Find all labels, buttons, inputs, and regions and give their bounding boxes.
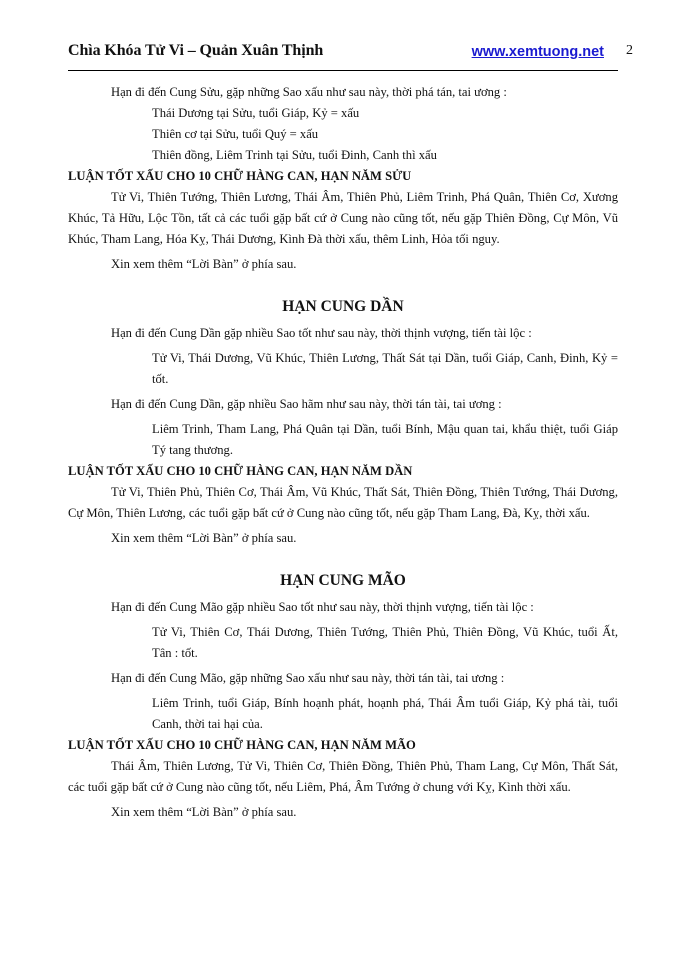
book-title: Chìa Khóa Tử Vi – Quản Xuân Thịnh <box>68 42 324 59</box>
dan-good-item: Tử Vi, Thái Dương, Vũ Khúc, Thiên Lương, Thất Sát tại Dần, tuổi Giáp, Canh, Đinh, Kỷ = tốt. <box>152 351 618 386</box>
suu-bad-item: Thiên cơ tại Sửu, tuổi Quý = xấu <box>152 127 319 141</box>
suu-bad-item: Thiên đồng, Liêm Trinh tại Sửu, tuổi Đinh, Canh thì xấu <box>152 148 437 162</box>
dan-bad-intro: Hạn đi đến Cung Dần, gặp nhiều Sao hãm như sau này, thời tán tài, tai ương : <box>111 397 502 411</box>
mao-good-item: Tử Vi, Thiên Cơ, Thái Dương, Thiên Tướng, Thiên Phủ, Thiên Đồng, Vũ Khúc, tuổi Ất, Tân : tốt. <box>152 625 618 660</box>
dan-luan-heading: LUẬN TỐT XẤU CHO 10 CHỮ HÀNG CAN, HẠN NĂM DẦN <box>68 464 413 478</box>
dan-see-more: Xin xem thêm “Lời Bàn” ở phía sau. <box>111 531 297 545</box>
page-content <box>68 82 618 823</box>
section-title-dan: HẠN CUNG DẦN <box>282 298 404 315</box>
dan-luan-text: Tử Vi, Thiên Phủ, Thiên Cơ, Thái Âm, Vũ Khúc, Thất Sát, Thiên Đồng, Thiên Tướng, Thái Dương, Cự Môn, Thiên Lương, các tuổi gặp bất cứ ở Cung nào cũng tốt, nếu gặp Tham Lang, Đà, Kỵ, thời xấu. <box>68 485 618 520</box>
header-divider <box>68 70 618 71</box>
website-link[interactable]: www.xemtuong.net <box>471 44 604 60</box>
suu-bad-intro: Hạn đi đến Cung Sửu, gặp những Sao xấu như sau này, thời phá tán, tai ương : <box>111 85 507 99</box>
dan-good-intro: Hạn đi đến Cung Dần gặp nhiều Sao tốt như sau này, thời thịnh vượng, tiến tài lộc : <box>111 326 532 340</box>
dan-bad-item: Liêm Trinh, Tham Lang, Phá Quân tại Dần, tuổi Bính, Mậu quan tai, khẩu thiệt, tuổi Giáp Tý tang thương. <box>152 422 618 457</box>
suu-luan-text: Tử Vi, Thiên Tướng, Thiên Lương, Thái Âm, Thiên Phủ, Liêm Trinh, Phá Quân, Thiên Cơ, Xương Khúc, Tả Hữu, Lộc Tồn, tất cả các tuổi gặp bất cứ ở Cung nào cũng tốt, nếu gặp Thiên Đồng, Cự Môn, Vũ Khúc, Tham Lang, Hóa Kỵ, Thái Dương, Kình Đà thời xấu, thêm Linh, Hỏa tối nguy. <box>68 190 618 246</box>
mao-see-more: Xin xem thêm “Lời Bàn” ở phía sau. <box>111 805 297 819</box>
page-header <box>68 42 618 68</box>
mao-bad-intro: Hạn đi đến Cung Mão, gặp những Sao xấu như sau này, thời tán tài, tai ương : <box>111 671 505 685</box>
page-number: 2 <box>626 43 633 58</box>
mao-bad-item: Liêm Trinh, tuổi Giáp, Bính hoạnh phát, hoạnh phá, Thái Âm tuổi Giáp, Kỷ phá tài, tuổi Canh, thời tai hại của. <box>152 696 618 731</box>
mao-good-intro: Hạn đi đến Cung Mão gặp nhiều Sao tốt như sau này, thời thịnh vượng, tiến tài lộc : <box>111 600 534 614</box>
suu-luan-heading: LUẬN TỐT XẤU CHO 10 CHỮ HÀNG CAN, HẠN NĂM SỬU <box>68 169 412 183</box>
suu-see-more: Xin xem thêm “Lời Bàn” ở phía sau. <box>111 257 297 271</box>
section-title-mao: HẠN CUNG MÃO <box>280 572 406 589</box>
mao-luan-heading: LUẬN TỐT XẤU CHO 10 CHỮ HÀNG CAN, HẠN NĂM MÃO <box>68 738 416 752</box>
mao-luan-text: Thái Âm, Thiên Lương, Tử Vi, Thiên Cơ, Thiên Đồng, Thiên Phủ, Tham Lang, Cự Môn, Thất Sát, các tuổi gặp bất cứ ở Cung nào cũng tốt, nếu Liêm, Phá, Âm Tướng ở chung với Kỵ, Kình thời xấu. <box>68 759 618 794</box>
suu-bad-item: Thái Dương tại Sửu, tuổi Giáp, Kỷ = xấu <box>152 106 360 120</box>
